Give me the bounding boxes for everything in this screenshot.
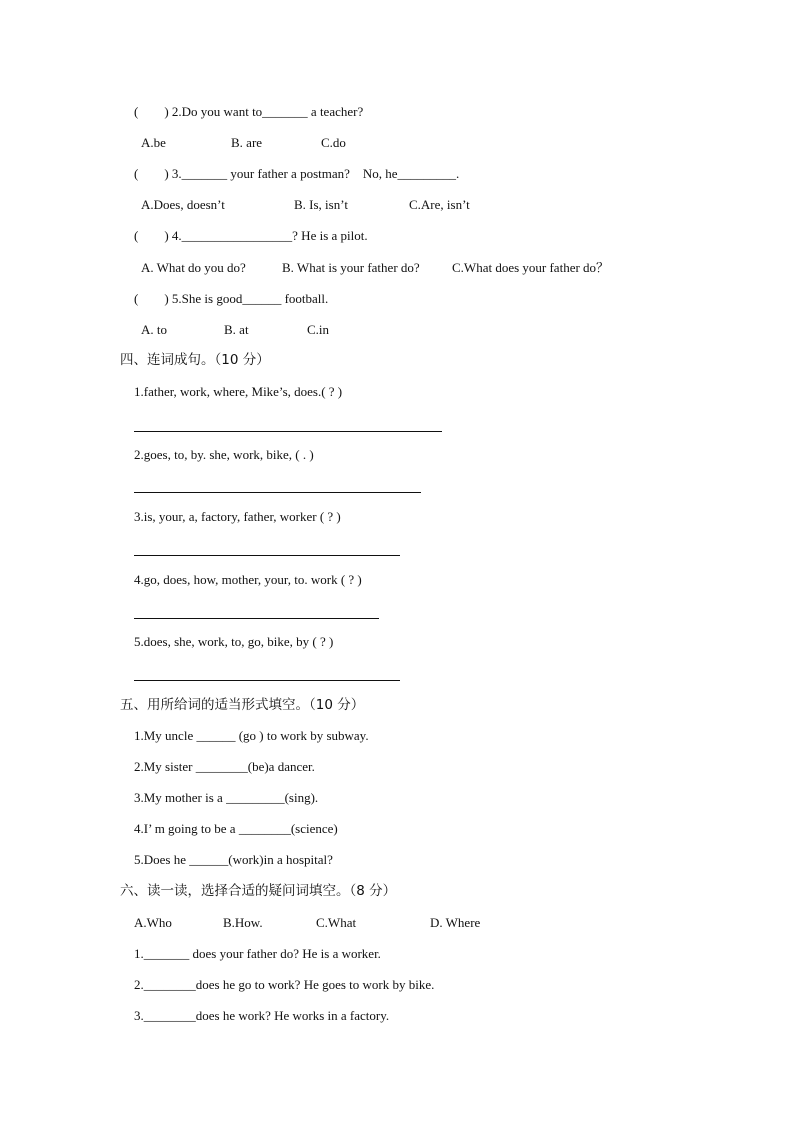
question-4-option-c: C.What does your father do？ (452, 260, 610, 275)
section-4-item-1: 1.father, work, where, Mike’s, does.( ? ) (134, 384, 343, 399)
question-5: ( ) 5.She is good______ football. (134, 291, 329, 306)
question-2: ( ) 2.Do you want to_______ a teacher? (134, 104, 364, 119)
section-5-item-1: 1.My uncle ______ (go ) to work by subway. (134, 728, 369, 743)
question-3-option-b: B. Is, isn’t (294, 197, 348, 212)
section-6-item-2: 2.________does he go to work? He goes to work by bike. (134, 977, 435, 992)
section-6-option-c: C.What (316, 915, 357, 930)
section-5-item-3: 3.My mother is a _________(sing). (134, 790, 319, 805)
answer-line-1 (134, 431, 442, 432)
section-4-item-4: 4.go, does, how, mother, your, to. work ( ? ) (134, 572, 362, 587)
section-6-option-a: A.Who (134, 915, 172, 930)
section-5-item-4: 4.I’ m going to be a ________(science) (134, 821, 338, 836)
section-6-heading: 六、读一读，选择合适的疑问词填空。（8 分） (120, 883, 397, 899)
question-5-option-b: B. at (224, 322, 249, 337)
section-5-item-5: 5.Does he ______(work)in a hospital? (134, 852, 333, 867)
section-5-heading: 五、用所给词的适当形式填空。（10 分） (120, 697, 365, 713)
section-5-item-2: 2.My sister ________(be)a dancer. (134, 759, 315, 774)
question-5-option-c: C.in (307, 322, 330, 337)
question-3: ( ) 3._______ your father a postman? No, he_________. (134, 166, 460, 181)
answer-line-5 (134, 680, 400, 681)
question-3-option-c: C.Are, isn’t (409, 197, 470, 212)
section-6-option-b: B.How. (223, 915, 263, 930)
question-3-option-a: A.Does, doesn’t (141, 197, 225, 212)
question-4-option-a: A. What do you do? (141, 260, 246, 275)
section-4-item-2: 2.goes, to, by. she, work, bike, ( . ) (134, 447, 314, 462)
answer-line-2 (134, 492, 421, 493)
section-6-item-3: 3.________does he work? He works in a factory. (134, 1008, 390, 1023)
question-4: ( ) 4._________________? He is a pilot. (134, 228, 368, 243)
section-4-item-3: 3.is, your, a, factory, father, worker ( ? ) (134, 509, 341, 524)
question-5-option-a: A. to (141, 322, 167, 337)
answer-line-4 (134, 618, 379, 619)
section-4-item-5: 5.does, she, work, to, go, bike, by ( ? ) (134, 634, 334, 649)
answer-line-3 (134, 555, 400, 556)
section-4-heading: 四、连词成句。（10 分） (120, 352, 270, 368)
section-6-option-d: D. Where (430, 915, 481, 930)
question-2-option-b: B. are (231, 135, 263, 150)
question-2-option-c: C.do (321, 135, 346, 150)
question-2-option-a: A.be (141, 135, 166, 150)
question-4-option-b: B. What is your father do? (282, 260, 420, 275)
section-6-item-1: 1._______ does your father do? He is a worker. (134, 946, 381, 961)
